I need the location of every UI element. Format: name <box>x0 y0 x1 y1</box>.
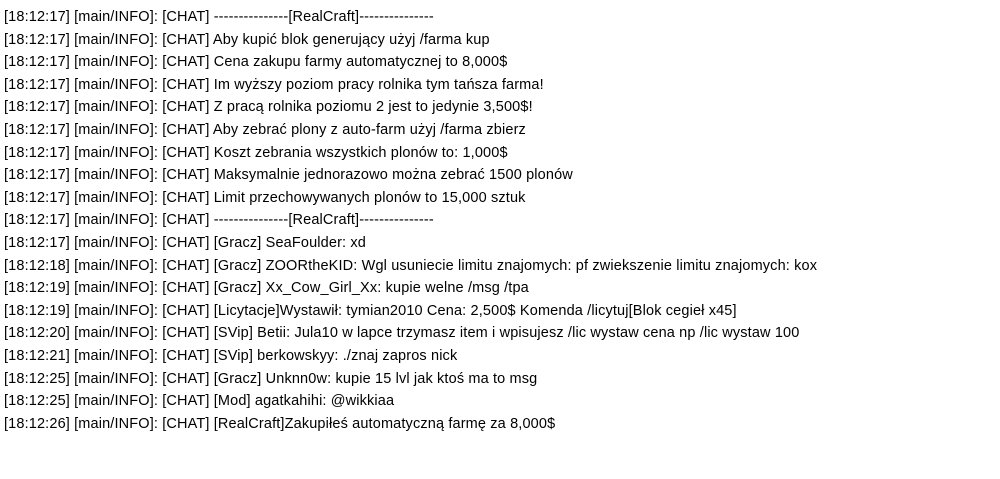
log-line: [18:12:17] [main/INFO]: [CHAT] Limit przechowywanych plonów to 15,000 sztuk <box>4 189 526 206</box>
log-line: [18:12:19] [main/INFO]: [CHAT] [Licytacje]Wystawił: tymian2010 Cena: 2,500$ Komenda /licytuj[Blok cegieł x45] <box>4 302 737 319</box>
log-line: [18:12:19] [main/INFO]: [CHAT] [Gracz] Xx_Cow_Girl_Xx: kupie welne /msg /tpa <box>4 280 529 297</box>
log-line: [18:12:17] [main/INFO]: [CHAT] Maksymalnie jednorazowo można zebrać 1500 plonów <box>4 167 573 184</box>
log-line: [18:12:17] [main/INFO]: [CHAT] ---------------[RealCraft]--------------- <box>4 212 434 229</box>
log-line: [18:12:17] [main/INFO]: [CHAT] ---------------[RealCraft]--------------- <box>4 9 434 25</box>
log-line: [18:12:18] [main/INFO]: [CHAT] [Gracz] ZOORtheKID: Wgl usuniecie limitu znajomych: pf zwiekszenie limitu znajomych: kox <box>4 257 818 274</box>
log-line: [18:12:26] [main/INFO]: [CHAT] [RealCraft]Zakupiłeś automatyczną farmę za 8,000$ <box>4 415 556 432</box>
log-line: [18:12:17] [main/INFO]: [CHAT] Cena zakupu farmy automatycznej to 8,000$ <box>4 54 508 71</box>
log-line: [18:12:25] [main/INFO]: [CHAT] [Mod] agatkahihi: @wikkiaa <box>4 393 395 410</box>
log-line: [18:12:17] [main/INFO]: [CHAT] Z pracą rolnika poziomu 2 jest to jedynie 3,500$! <box>4 99 533 116</box>
log-line: [18:12:17] [main/INFO]: [CHAT] Aby zebrać plony z auto-farm użyj /farma zbierz <box>4 121 526 138</box>
log-line: [18:12:17] [main/INFO]: [CHAT] Aby kupić blok generujący użyj /farma kup <box>4 31 490 48</box>
log-line: [18:12:17] [main/INFO]: [CHAT] Koszt zebrania wszystkich plonów to: 1,000$ <box>4 144 508 161</box>
log-line: [18:12:21] [main/INFO]: [CHAT] [SVip] berkowskyy: ./znaj zapros nick <box>4 347 458 364</box>
log-line: [18:12:25] [main/INFO]: [CHAT] [Gracz] Unknn0w: kupie 15 lvl jak ktoś ma to msg <box>4 370 538 387</box>
log-line: [18:12:17] [main/INFO]: [CHAT] [Gracz] SeaFoulder: xd <box>4 234 366 251</box>
log-line: [18:12:17] [main/INFO]: [CHAT] Im wyższy poziom pracy rolnika tym tańsza farma! <box>4 76 544 93</box>
log-line: [18:12:20] [main/INFO]: [CHAT] [SVip] Betii: Jula10 w lapce trzymasz item i wpisujesz /lic wystaw cena np /lic wystaw 100 <box>4 325 800 342</box>
